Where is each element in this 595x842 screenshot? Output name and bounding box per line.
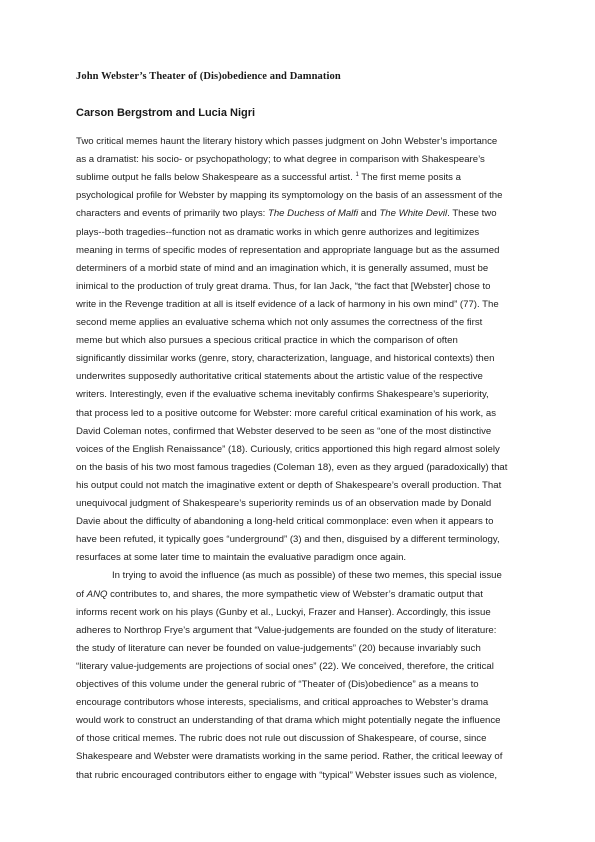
body-text-line: write in the Revenge tradition at all is itself evidence of a lack of harmony in his own mind” (77). The: [76, 298, 499, 310]
body-text-line: meme but which also pursues a specious critical practice in which the comparison of often: [76, 335, 458, 347]
body-text-line: significantly dissimilar works (genre, story, characterization, language, and historical contexts) then: [76, 353, 495, 365]
body-text-line: characters and events of primarily two plays: The Duchess of Malfi and The White Devil. These two: [76, 208, 497, 220]
article-title: John Webster’s Theater of (Dis)obedience and Damnation: [76, 71, 341, 82]
body-text-line: objectives of this volume under the general rubric of “Theater of (Dis)obedience” as a means to: [76, 679, 479, 690]
body-text-line: adheres to Northrop Frye’s argument that “Value-judgements are founded on the study of literature:: [76, 624, 497, 636]
body-text-line: the study of literature can never be founded on value-judgements” (20) because invariably such: [76, 642, 481, 654]
body-text-line: that process led to a positive outcome for Webster: more careful critical examination of his work, as: [76, 407, 496, 419]
body-text-line: unequivocal judgment of Shakespeare’s superiority reminds us of an observation made by Donald: [76, 498, 492, 509]
body-text-line: sublime output he falls below Shakespeare as a successful artist. $^1$ The first meme posits a: [76, 172, 461, 184]
body-text-line: inimical to the production of truly great drama. Thus, for Ian Jack, “the fact that [Webster] chose to: [76, 280, 491, 292]
body-text-line: determiners of a morbid state of mind and an imagination which, it is generally assumed, must be: [76, 262, 489, 274]
body-text-line: that rubric encouraged contributors either to engage with “typical” Webster issues such as violence,: [76, 769, 498, 781]
body-text-line: on the basis of his two most famous tragedies (Coleman 18), even as they argued (paradoxically) that: [76, 461, 508, 473]
body-text-line: encourage contributors whose interests, specialisms, and critical approaches to Webster’s drama: [76, 697, 489, 709]
body-text-line: Davie about the difficulty of abandoning a long-held critical commonplace: even when it appears to: [76, 516, 494, 528]
body-text-line: second meme applies an evaluative schema which not only assumes the correctness of the first: [76, 317, 483, 328]
body-text-line: Shakespeare and Webster were dramatists working in the same period. Rather, the critical leeway of: [76, 751, 503, 763]
body-text-line: writers. Interestingly, even if the evaluative schema inevitably confirms Shakespeare’s superiority,: [76, 389, 489, 401]
body-text-line: voices of the English Renaissance” (18). Curiously, critics apportioned this high regard almost solely: [76, 443, 500, 455]
body-text-line: resurfaces at some later time to maintain the evaluative paradigm once again.: [76, 552, 407, 564]
body-text-line: meaning in terms of specific modes of representation and appropriate language but as the assumed: [76, 244, 500, 256]
body-text-line: would work to construct an understanding of that drama which might potentially negate the influence: [76, 715, 501, 727]
body-text-line: have been refuted, it typically goes “underground” (3) and then, disguised by a different terminology,: [76, 534, 500, 546]
body-text-line: of ANQ contributes to, and shares, the more sympathetic view of Webster’s dramatic output that: [76, 588, 483, 600]
article-authors: Carson Bergstrom and Lucia Nigri: [76, 107, 256, 119]
body-text-line: Two critical memes haunt the literary history which passes judgment on John Webster’s importance: [76, 136, 498, 147]
body-text-line: his output could not match the imaginative extent or depth of Shakespeare’s overall production. That: [76, 479, 502, 491]
body-text-line: of those critical memes. The rubric does not rule out discussion of Shakespeare, of course, since: [76, 733, 487, 745]
body-text-line: as a dramatist: his socio- or psychopathology; to what degree in comparison with Shakespeare’s: [76, 154, 485, 166]
body-text-line: “literary value-judgements are projections of social ones” (22). We conceived, therefore, the critical: [76, 660, 494, 672]
body-text-line: underwrites supposedly authoritative critical statements about the artistic value of the respective: [76, 371, 483, 383]
body-text-line: plays--both tragedies--function not as dramatic works in which genre authorizes and legitimizes: [76, 226, 480, 238]
body-text-line: informs recent work on his plays (Gunby et al., Luckyi, Frazer and Hanser). Accordingly, this issue: [76, 606, 491, 618]
body-text-line: psychological profile for Webster by mapping its symptomology on the basis of an assessment of the: [76, 190, 503, 202]
body-text-line: In trying to avoid the influence (as much as possible) of these two memes, this special issue: [112, 570, 502, 582]
body-text-line: David Coleman notes, confirmed that Webster deserved to be seen as “one of the most distinctive: [76, 425, 492, 437]
